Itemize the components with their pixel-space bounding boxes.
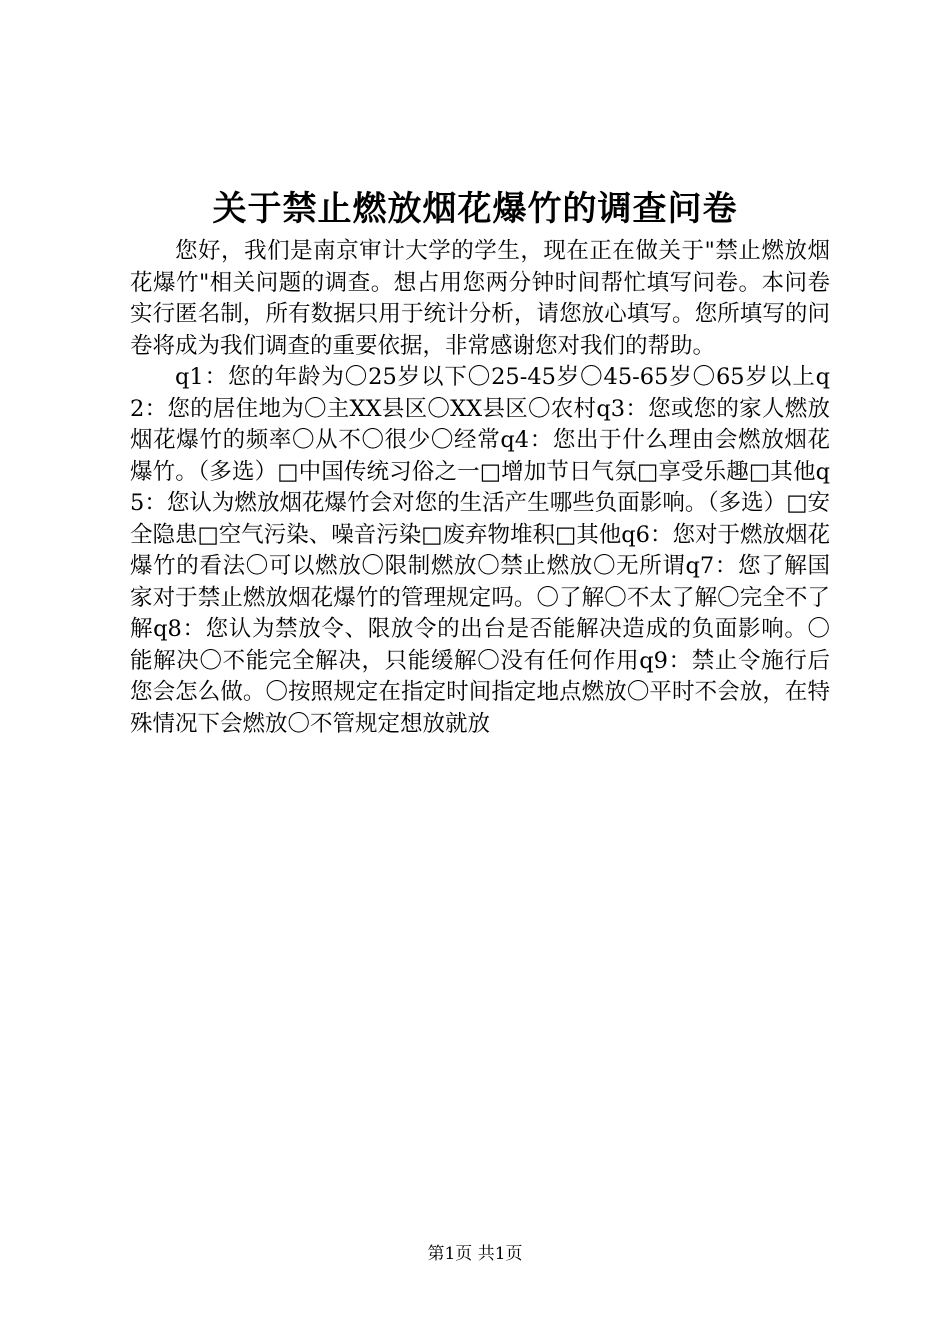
page-footer: 第1页 共1页 <box>427 1244 523 1264</box>
intro-paragraph: 您好，我们是南京审计大学的学生，现在正在做关于"禁止燃放烟花爆竹"相关问题的调查。想占用您两分钟时间帮忙填写问卷。本问卷实行匿名制，所有数据只用于统计分析，请您放心填写。您所填写的问卷将成为我们调查的重要依据，非常感谢您对我们的帮助。 <box>130 238 830 359</box>
document-body <box>130 236 830 740</box>
questions-paragraph: q1：您的年龄为〇25岁以下〇25-45岁〇45-65岁〇65岁以上q2：您的居住地为〇主XX县区〇XX县区〇农村q3：您或您的家人燃放烟花爆竹的频率〇从不〇很少〇经常q4：您出于什么理由会燃放烟花爆竹。（多选）□中国传统习俗之一□增加节日气氛□享受乐趣□其他q5：您认为燃放烟花爆竹会对您的生活产生哪些负面影响。（多选）□安全隐患□空气污染、噪音污染□废弃物堆积□其他q6：您对于燃放烟花爆竹的看法〇可以燃放〇限制燃放〇禁止燃放〇无所谓q7：您了解国家对于禁止燃放烟花爆竹的管理规定吗。〇了解〇不太了解〇完全不了解q8：您认为禁放令、限放令的出台是否能解决造成的负面影响。〇能解决〇不能完全解决，只能缓解〇没有任何作用q9：禁止令施行后您会怎么做。〇按照规定在指定时间指定地点燃放〇平时不会放，在特殊情况下会燃放〇不管规定想放就放 <box>130 364 830 737</box>
document-title: 关于禁止燃放烟花爆竹的调查问卷 <box>212 189 738 229</box>
